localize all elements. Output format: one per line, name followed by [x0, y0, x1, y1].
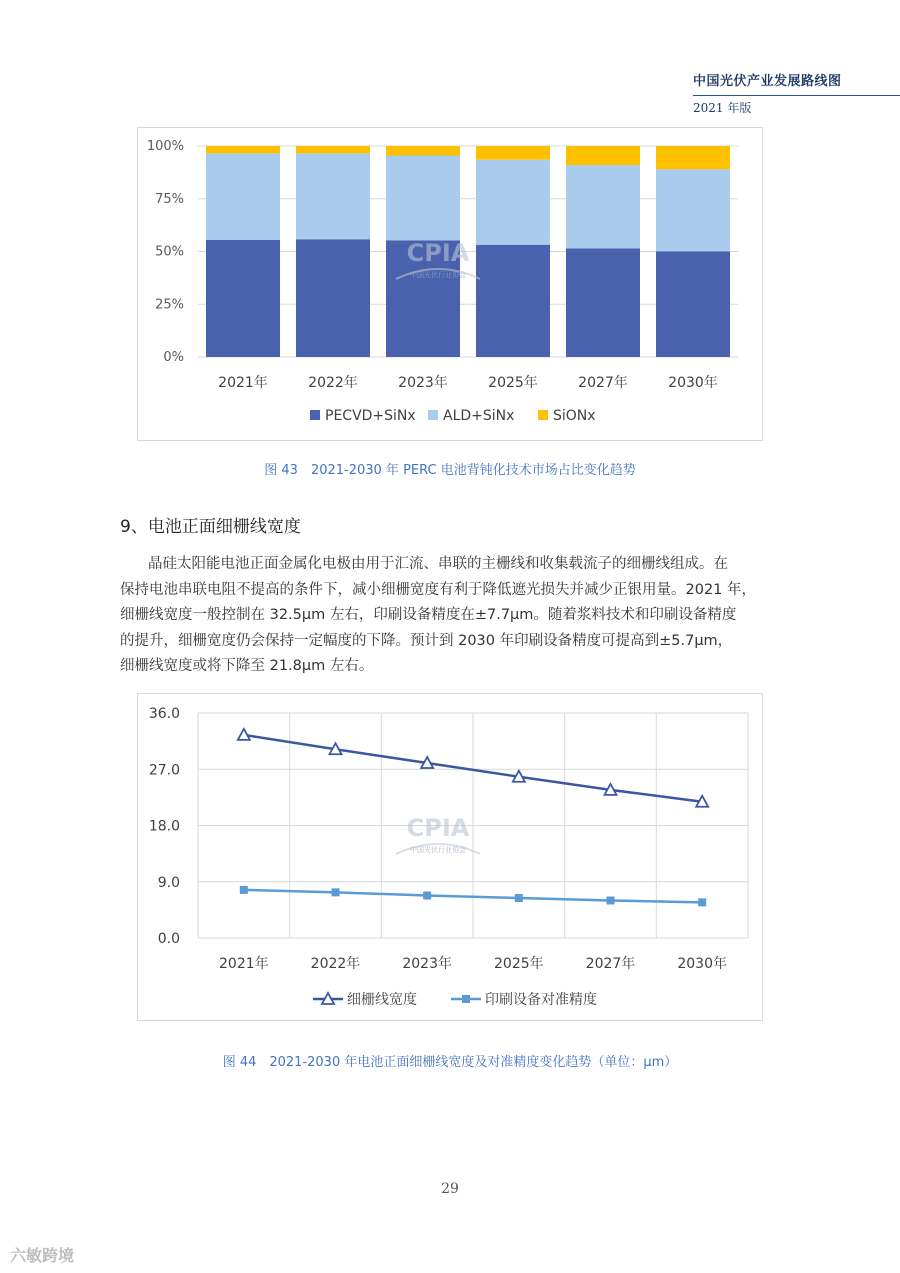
paragraph-line: 细栅线宽度或将下降至 21.8μm 左右。	[120, 658, 374, 674]
y-tick-label: 75%	[155, 191, 184, 207]
bar-segment	[206, 146, 280, 153]
legend-label: 印刷设备对准精度	[485, 992, 597, 1008]
bar-segment	[386, 146, 460, 155]
bar-segment	[386, 155, 460, 240]
x-tick-label: 2023年	[398, 375, 448, 391]
bar-segment	[206, 153, 280, 240]
legend-swatch	[310, 410, 320, 420]
y-tick-label: 36.0	[148, 706, 180, 722]
y-tick-label: 25%	[155, 297, 184, 313]
bar-segment	[476, 160, 550, 245]
legend-label: SiONx	[553, 408, 596, 424]
paragraph-line: 的提升，细栅宽度仍会保持一定幅度的下降。预计到 2030 年印刷设备精度可提高到±5.7μm，	[120, 632, 733, 649]
watermark-subtitle: 中国光伏行业协会	[410, 846, 466, 854]
figure-43-caption: 图 43 2021-2030 年 PERC 电池背钝化技术市场占比变化趋势	[264, 463, 636, 478]
section-heading: 9、电池正面细栅线宽度	[120, 517, 301, 537]
x-tick-label: 2023年	[402, 956, 452, 972]
data-point-marker	[240, 886, 248, 894]
x-tick-label: 2030年	[668, 375, 718, 391]
x-tick-label: 2025年	[494, 956, 544, 972]
bar-segment	[296, 153, 370, 239]
legend-label: 细栅线宽度	[347, 992, 417, 1008]
x-tick-label: 2021年	[219, 956, 269, 972]
legend-swatch	[428, 410, 438, 420]
bar-segment	[566, 146, 640, 165]
report-edition: 2021 年版	[693, 101, 752, 115]
x-tick-label: 2025年	[488, 375, 538, 391]
header-rule	[693, 95, 900, 96]
figure-44-caption: 图 44 2021-2030 年电池正面细栅线宽度及对准精度变化趋势（单位：μm）	[222, 1055, 678, 1070]
bar-segment	[476, 146, 550, 160]
y-tick-label: 50%	[155, 244, 184, 260]
bar-segment	[296, 239, 370, 357]
figure-44-chart	[137, 693, 763, 1021]
watermark-subtitle: 中国光伏行业协会	[410, 271, 466, 279]
data-point-marker	[515, 894, 523, 902]
watermark-logo: CPIA	[406, 814, 470, 842]
line-chart	[138, 694, 764, 1022]
stacked-bar-chart	[138, 128, 764, 442]
y-tick-label: 9.0	[157, 874, 180, 891]
bar-segment	[566, 248, 640, 357]
y-tick-label: 0.0	[157, 931, 180, 947]
bar-segment	[476, 245, 550, 357]
data-point-marker	[698, 898, 706, 906]
figure-43-chart	[137, 127, 763, 441]
legend-swatch	[538, 410, 548, 420]
bar-segment	[566, 165, 640, 248]
bar-segment	[206, 240, 280, 357]
paragraph-line: 细栅线宽度一般控制在 32.5μm 左右，印刷设备精度在±7.7μm。随着浆料技术和印刷设备精度	[120, 607, 737, 623]
x-tick-label: 2022年	[310, 956, 361, 972]
legend-label: PECVD+SiNx	[325, 408, 416, 424]
legend-marker	[462, 995, 470, 1003]
page-number: 29	[441, 1181, 459, 1197]
y-tick-label: 18.0	[148, 818, 180, 835]
body-paragraph	[120, 552, 780, 680]
x-tick-label: 2027年	[585, 956, 636, 972]
data-point-marker	[423, 892, 431, 900]
paragraph-line: 晶硅太阳能电池正面金属化电极由用于汇流、串联的主栅线和收集载流子的细栅线组成。在	[148, 556, 728, 572]
paragraph-line: 保持电池串联电阻不提高的条件下，减小细栅宽度有利于降低遮光损失并减少正银用量。2021 年，	[120, 581, 757, 598]
running-header	[693, 70, 900, 116]
y-tick-label: 27.0	[148, 762, 180, 779]
y-tick-label: 100%	[146, 139, 184, 154]
bar-segment	[296, 146, 370, 153]
data-point-marker	[332, 888, 340, 896]
brand-watermark: 六敏跨境	[10, 1246, 75, 1265]
bar-segment	[656, 146, 730, 169]
y-tick-label: 0%	[163, 350, 184, 365]
bar-segment	[656, 169, 730, 251]
legend-label: ALD+SiNx	[443, 408, 515, 424]
report-title: 中国光伏产业发展路线图	[693, 74, 842, 89]
x-tick-label: 2021年	[218, 375, 268, 391]
x-tick-label: 2022年	[308, 375, 358, 391]
bar-segment	[656, 252, 730, 358]
x-tick-label: 2030年	[677, 956, 727, 972]
data-point-marker	[607, 897, 615, 905]
x-tick-label: 2027年	[578, 375, 628, 391]
watermark-logo: CPIA	[406, 239, 470, 267]
